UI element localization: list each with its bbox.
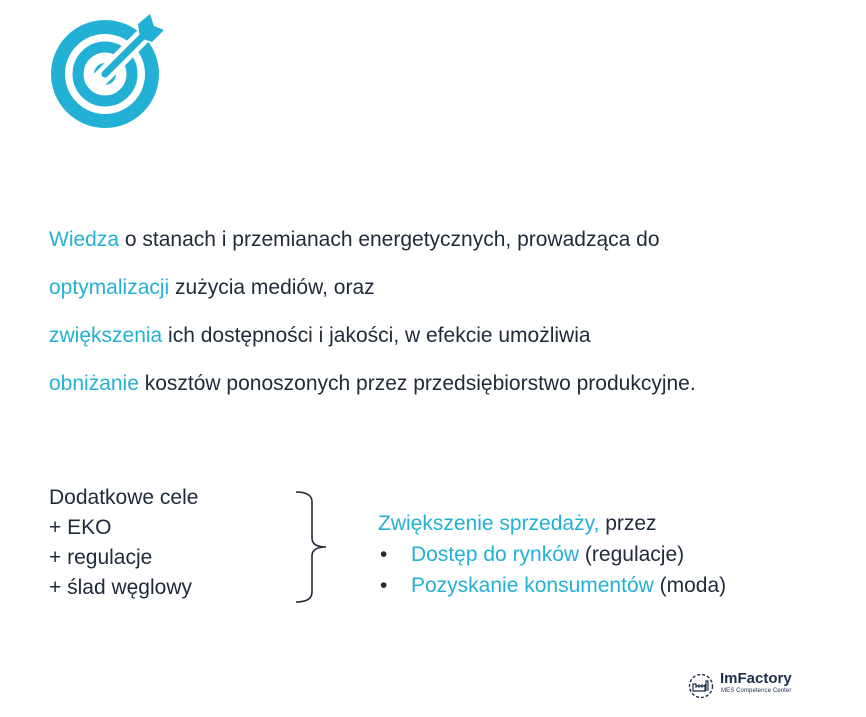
sales-increase	[378, 508, 726, 601]
paragraph-line-3	[49, 325, 591, 346]
bullet-icon: •	[380, 543, 388, 566]
line-text: kosztów ponoszonych przez przedsiębiorstwo produkcyjne.	[138, 372, 696, 395]
sales-bullets	[378, 539, 726, 601]
highlight-word: Wiedza	[49, 228, 120, 251]
bullet-text: (regulacje)	[579, 543, 685, 566]
bullet-highlight: Dostęp do rynków	[411, 543, 580, 566]
goal-item: + EKO	[49, 516, 112, 539]
list-item	[378, 570, 726, 601]
goals-heading: Dodatkowe cele	[49, 486, 199, 509]
factory-icon	[686, 673, 716, 699]
logo-name-rest: Factory	[737, 670, 792, 687]
line-text: zużycia mediów, oraz	[169, 276, 375, 299]
line-text: ich dostępności i jakości, w efekcie umożliwia	[162, 324, 591, 347]
highlight-word: optymalizacji	[49, 276, 170, 299]
highlight-word: zwiększenia	[49, 324, 163, 347]
paragraph-line-1	[49, 229, 660, 250]
paragraph-line-4	[49, 373, 696, 394]
paragraph-line-2	[49, 277, 375, 298]
bullet-text: (moda)	[653, 574, 727, 597]
sales-title	[378, 508, 726, 539]
highlight-word: obniżanie	[49, 372, 139, 395]
logo-name	[720, 670, 792, 687]
goal-item: + ślad węglowy	[49, 576, 192, 599]
sales-title-rest: przez	[599, 512, 657, 535]
logo-prefix: Im	[720, 670, 738, 687]
logo-subtitle: MES Competence Center	[721, 688, 792, 694]
bullet-icon: •	[380, 574, 388, 597]
curly-brace	[294, 488, 330, 606]
list-item	[378, 539, 726, 570]
imfactory-logo	[686, 670, 806, 700]
goal-item: + regulacje	[49, 546, 153, 569]
bullet-highlight: Pozyskanie konsumentów	[411, 574, 654, 597]
additional-goals	[49, 483, 198, 603]
line-text: o stanach i przemianach energetycznych, prowadząca do	[119, 228, 660, 251]
sales-title-highlight: Zwiększenie sprzedaży,	[378, 512, 600, 535]
target-with-arrow-icon	[48, 12, 166, 130]
